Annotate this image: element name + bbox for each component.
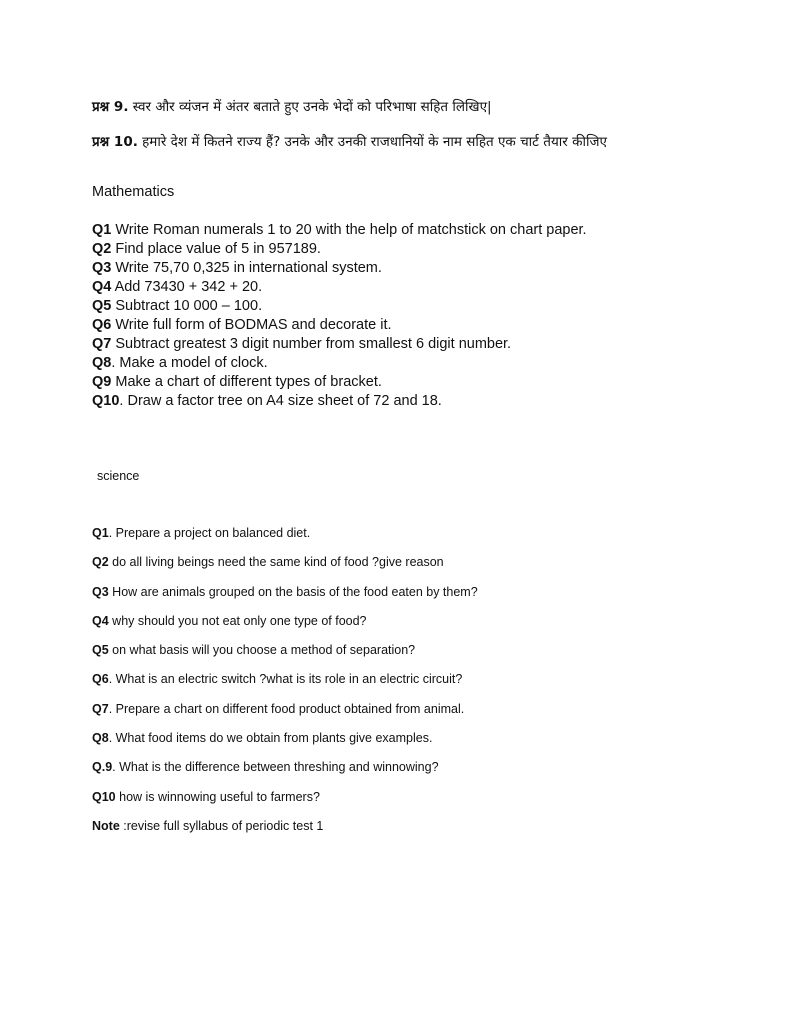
list-item (92, 585, 478, 614)
list-item (92, 702, 478, 731)
question-text: Subtract greatest 3 digit number from smallest 6 digit number. (111, 336, 512, 352)
question-text: Find place value of 5 in 957189. (111, 241, 321, 257)
list-item (92, 614, 478, 643)
question-number: Q2 (92, 241, 112, 257)
question-text: . What is an electric switch ?what is its role in an electric circuit? (108, 672, 463, 687)
question-text: . Draw a factor tree on A4 size sheet of 72 and 18. (119, 393, 442, 409)
question-number: प्रश्न 9. (92, 99, 129, 115)
question-number: Q6 (92, 672, 109, 687)
question-text: Write 75,70 0,325 in international system. (111, 260, 382, 276)
question-text: Write full form of BODMAS and decorate it. (111, 317, 392, 333)
note-text: :revise full syllabus of periodic test 1 (119, 818, 324, 833)
question-text: how is winnowing useful to farmers? (115, 789, 320, 804)
question-text: on what basis will you choose a method of separation? (108, 643, 416, 658)
list-item (92, 278, 587, 297)
question-number: Q4 (92, 279, 112, 295)
question-number: Q8 (92, 731, 109, 746)
note-label: Note (92, 818, 120, 833)
list-item (92, 643, 478, 672)
list-item (92, 672, 478, 701)
question-text: . What is the difference between threshing and winnowing? (112, 760, 439, 775)
list-item (92, 790, 478, 819)
science-question-list (92, 526, 478, 848)
question-text: हमारे देश में कितने राज्य हैं? उनके और उनकी राजधानियों के नाम सहित एक चार्ट तैयार कीजिए (137, 134, 607, 150)
question-text: do all living beings need the same kind of food ?give reason (108, 555, 444, 570)
question-number: Q2 (92, 555, 109, 570)
question-number: Q10 (92, 789, 116, 804)
question-text: Add 73430 + 342 + 20. (111, 279, 263, 295)
question-number: Q1 (92, 222, 112, 238)
hindi-question-10 (92, 132, 607, 150)
list-item (92, 297, 587, 316)
question-number: Q3 (92, 260, 112, 276)
science-heading: science (97, 469, 140, 483)
list-item (92, 259, 587, 278)
question-text: Write Roman numerals 1 to 20 with the help of matchstick on chart paper. (111, 222, 587, 238)
question-text: स्वर और व्यंजन में अंतर बताते हुए उनके भेदों को परिभाषा सहित लिखिए| (128, 99, 492, 115)
question-number: प्रश्न 10. (92, 134, 138, 150)
mathematics-heading: Mathematics (92, 184, 175, 200)
question-number: Q8 (92, 355, 112, 371)
list-item (92, 335, 587, 354)
question-number: Q9 (92, 374, 112, 390)
question-number: Q5 (92, 643, 109, 658)
hindi-question-9 (92, 97, 492, 115)
list-item (92, 373, 587, 392)
question-number: Q4 (92, 613, 109, 628)
list-item (92, 354, 587, 373)
list-item (92, 240, 587, 259)
question-number: Q5 (92, 298, 112, 314)
question-number: Q.9 (92, 760, 113, 775)
list-item (92, 316, 587, 335)
question-text: . Prepare a project on balanced diet. (108, 526, 311, 540)
question-text: . What food items do we obtain from plants give examples. (108, 731, 433, 746)
question-text: . Make a model of clock. (111, 355, 268, 371)
question-number: Q7 (92, 336, 112, 352)
list-item (92, 731, 478, 760)
note-item (92, 819, 478, 848)
question-text: How are animals grouped on the basis of the food eaten by them? (108, 584, 478, 599)
question-text: Subtract 10 000 – 100. (111, 298, 263, 314)
question-number: Q1 (92, 526, 109, 540)
list-item (92, 392, 587, 411)
question-text: why should you not eat only one type of food? (108, 613, 367, 628)
question-number: Q7 (92, 701, 109, 716)
question-number: Q6 (92, 317, 112, 333)
question-text: Make a chart of different types of bracket. (111, 374, 382, 390)
list-item (92, 526, 478, 555)
question-number: Q10 (92, 393, 120, 409)
mathematics-question-list (92, 221, 587, 411)
list-item (92, 555, 478, 584)
question-number: Q3 (92, 584, 109, 599)
question-text: . Prepare a chart on different food product obtained from animal. (108, 701, 465, 716)
list-item (92, 760, 478, 789)
list-item (92, 221, 587, 240)
